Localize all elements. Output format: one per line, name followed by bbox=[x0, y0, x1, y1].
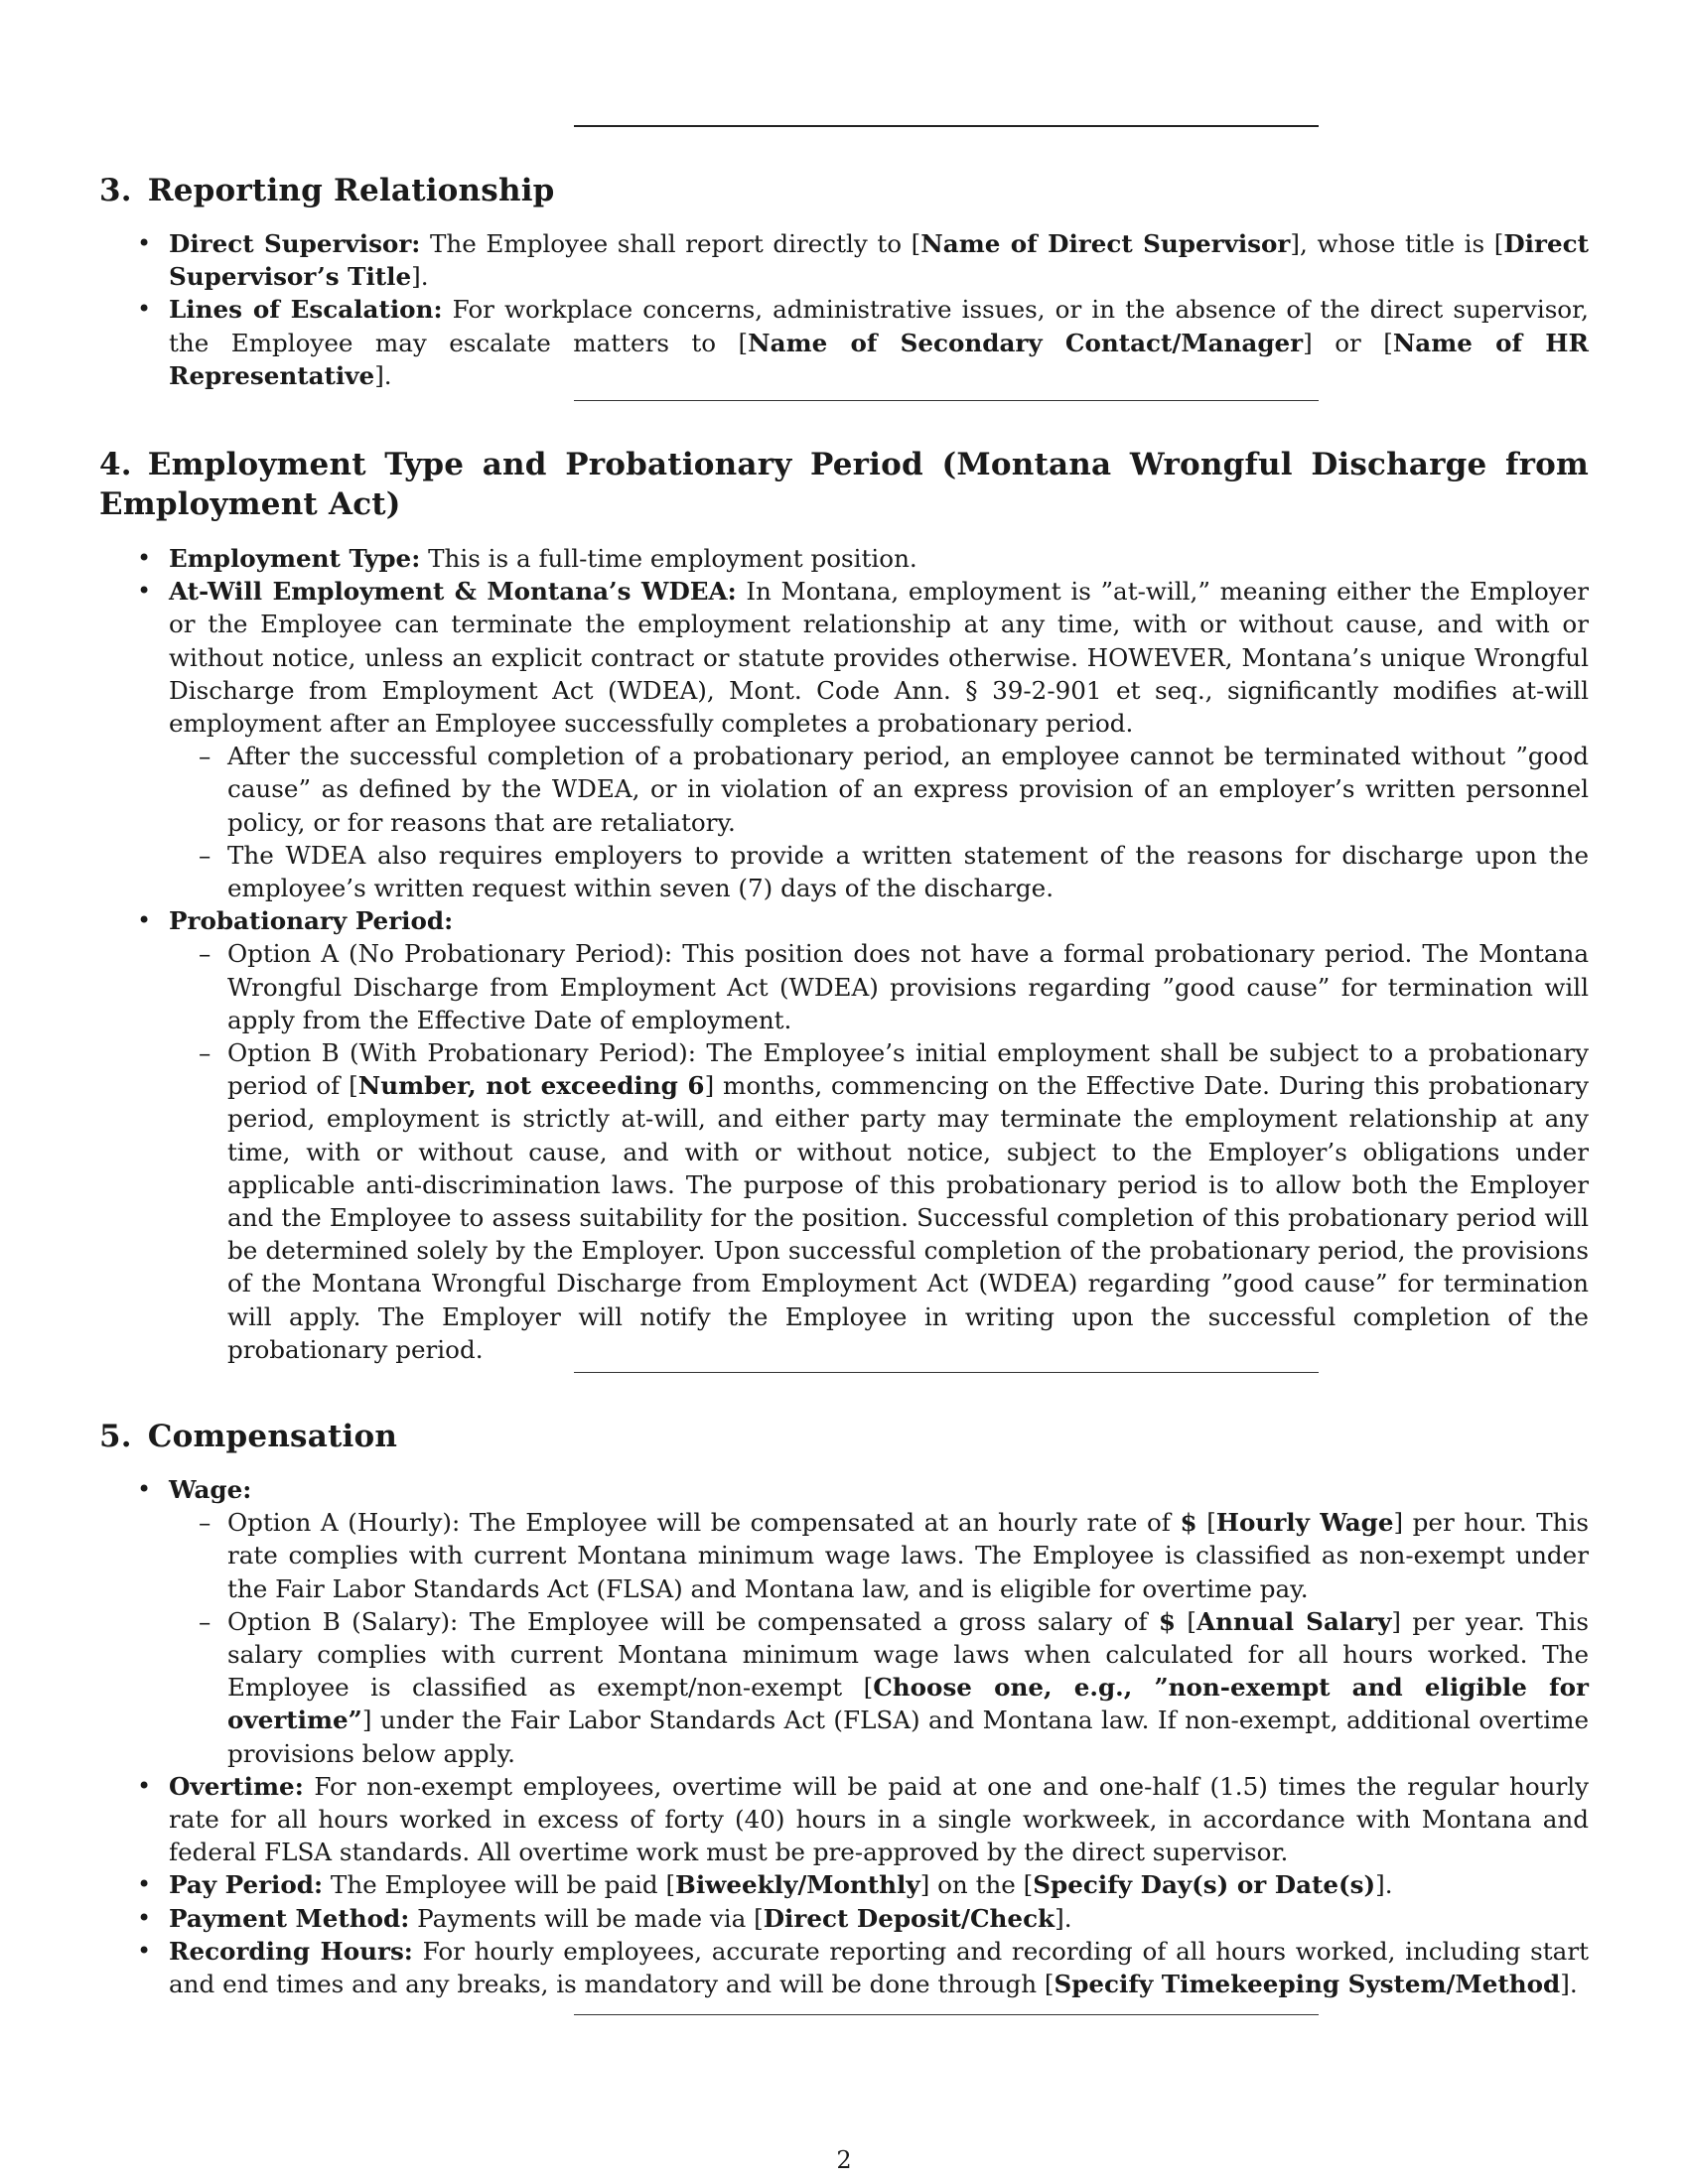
list-item-payment-method bbox=[99, 1902, 1589, 1935]
placeholder-field: Choose one, e.g., ”non-exempt and eligible for overtime” bbox=[227, 1673, 1589, 1735]
item-text: This is a full-time employment position. bbox=[420, 544, 917, 573]
item-label: Probationary Period: bbox=[169, 906, 454, 936]
list-item-direct-supervisor bbox=[99, 227, 1589, 293]
item-text: Option A (Hourly): The Employee will be compensated at an hourly rate of bbox=[227, 1508, 1181, 1538]
item-text: For hourly employees, accurate reporting and recording of all hours worked, including start and end times and any breaks, is mandatory and will be done through [ bbox=[169, 1936, 1589, 1999]
list-item-escalation bbox=[99, 293, 1589, 392]
section-title: Employment Type and Probationary Period (Montana Wrongful Discharge from Employment Act) bbox=[99, 447, 1589, 522]
item-text: ] per year. This salary complies with current Montana minimum wage laws when calculated for all hours worked. The Employee is classified as exempt/non-exempt [ bbox=[227, 1606, 1589, 1703]
item-text: ] on the [ bbox=[919, 1870, 1034, 1900]
item-text: ] or [ bbox=[1303, 328, 1393, 357]
item-label: Wage: bbox=[169, 1475, 252, 1504]
sub-item-option-b-salary bbox=[99, 1605, 1589, 1770]
item-text: For workplace concerns, administrative issues, or in the absence of the direct supervisor, the Employee may escalate matters to [ bbox=[169, 295, 1589, 357]
item-text: [ bbox=[1176, 1606, 1197, 1636]
placeholder-field: Direct Supervisor’s Title bbox=[169, 229, 1589, 292]
list-item-overtime bbox=[99, 1770, 1589, 1869]
sub-item-option-a-hourly bbox=[99, 1506, 1589, 1605]
item-label: Recording Hours: bbox=[169, 1936, 413, 1966]
section-5-body bbox=[99, 1473, 1589, 2000]
section-title: Compensation bbox=[147, 1419, 398, 1454]
list-item-pay-period bbox=[99, 1868, 1589, 1901]
dollar-sign: $ bbox=[1180, 1508, 1197, 1538]
item-text: The Employee will be paid [ bbox=[323, 1870, 676, 1900]
item-text: Option B (With Probationary Period): The Employee’s initial employment shall be subject to a probationary period of [ bbox=[227, 1038, 1589, 1101]
placeholder-field: Biweekly/Monthly bbox=[675, 1870, 920, 1900]
item-label: Lines of Escalation: bbox=[169, 295, 443, 325]
placeholder-field: Annual Salary bbox=[1196, 1606, 1392, 1636]
item-text: After the successful completion of a probationary period, an employee cannot be terminated without ”good cause” as defined by the WDEA, or in violation of an express provision of an employer’s written personnel policy, or for reasons that are retaliatory. bbox=[227, 742, 1589, 837]
section-divider bbox=[574, 1372, 1319, 1373]
page-number: 2 bbox=[836, 2146, 852, 2174]
list-item-at-will bbox=[99, 575, 1589, 740]
item-text: ]. bbox=[1055, 1903, 1072, 1933]
section-number: 5. bbox=[99, 1419, 132, 1454]
sub-item-option-a bbox=[99, 937, 1589, 1036]
item-text: ]. bbox=[374, 360, 392, 390]
item-text: ] months, commencing on the Effective Date. During this probationary period, employment is strictly at-will, and either party may terminate the employment relationship at any time, with or without cause, and with or without notice, subject to the Employer’s obligations under applicable anti-discrimination laws. The purpose of this probationary period is to allow both the Employer and the Employee to assess suitability for the position. Successful completion of this probationary period will be determined solely by the Employer. Upon successful completion of the probationary period, the provisions of the Montana Wrongful Discharge from Employment Act (WDEA) regarding ”good cause” for termination will apply. The Employer will notify the Employee in writing upon the successful completion of the probationary period. bbox=[227, 1071, 1589, 1364]
item-text: The WDEA also requires employers to provide a written statement of the reasons for discharge upon the employee’s written request within seven (7) days of the discharge. bbox=[227, 840, 1589, 903]
placeholder-field: Direct Deposit/Check bbox=[763, 1903, 1055, 1933]
dollar-sign: $ bbox=[1158, 1606, 1177, 1636]
item-label: Pay Period: bbox=[169, 1870, 324, 1900]
item-text: The Employee shall report directly to [ bbox=[420, 229, 921, 258]
item-text: ] per hour. This rate complies with current Montana minimum wage laws. The Employee is classified as non-exempt under the Fair Labor Standards Act (FLSA) and Montana law, and is eligible for overtime pay. bbox=[227, 1508, 1589, 1603]
item-text: ]. bbox=[1560, 1970, 1578, 1999]
item-text: Option B (Salary): The Employee will be compensated a gross salary of bbox=[227, 1606, 1159, 1636]
item-text: Payments will be made via [ bbox=[409, 1903, 764, 1933]
list-item-employment-type bbox=[99, 542, 1589, 575]
item-text: [ bbox=[1196, 1508, 1216, 1538]
section-number: 3. bbox=[99, 173, 132, 208]
section-divider bbox=[574, 400, 1319, 401]
list-item-probationary-period bbox=[99, 904, 1589, 937]
item-label: Overtime: bbox=[169, 1771, 304, 1801]
item-label: At-Will Employment & Montana’s WDEA: bbox=[169, 577, 737, 607]
section-title: Reporting Relationship bbox=[147, 173, 555, 208]
placeholder-field: Hourly Wage bbox=[1215, 1508, 1394, 1538]
section-3-body bbox=[99, 227, 1589, 392]
item-label: Employment Type: bbox=[169, 544, 421, 573]
item-label: Payment Method: bbox=[169, 1903, 410, 1933]
list-item-recording-hours bbox=[99, 1935, 1589, 2000]
item-text: Option A (No Probationary Period): This position does not have a formal probationary period. The Montana Wrongful Discharge from Employment Act (WDEA) provisions regarding ”good cause” for termination will apply from the Effective Date of employment. bbox=[227, 939, 1589, 1034]
placeholder-field: Number, not exceeding 6 bbox=[357, 1071, 705, 1101]
placeholder-field: Name of Direct Supervisor bbox=[920, 229, 1291, 258]
item-text: For non-exempt employees, overtime will be paid at one and one-half (1.5) times the regular hourly rate for all hours worked in excess of forty (40) hours in a single workweek, in accordance with Montana and federal FLSA standards. All overtime work must be pre-approved by the direct supervisor. bbox=[169, 1771, 1589, 1867]
sub-item-good-cause bbox=[99, 740, 1589, 839]
sub-item-option-b bbox=[99, 1036, 1589, 1366]
section-4-heading bbox=[99, 445, 1589, 524]
section-divider bbox=[574, 2014, 1319, 2015]
item-text: ] under the Fair Labor Standards Act (FLSA) and Montana law. If non-exempt, additional overtime provisions below apply. bbox=[227, 1706, 1589, 1768]
placeholder-field: Name of Secondary Contact/Manager bbox=[748, 328, 1304, 357]
list-item-wage bbox=[99, 1473, 1589, 1506]
item-text: In Montana, employment is ”at-will,” meaning either the Employer or the Employee can terminate the employment relationship at any time, with or without cause, and with or without notice, unless an explicit contract or statute provides otherwise. HOWEVER, Montana’s unique Wrongful Discharge from Employment Act (WDEA), Mont. Code Ann. § 39-2-901 et seq., significantly modifies at-will employment after an Employee successfully completes a probationary period. bbox=[169, 577, 1590, 739]
item-text: ]. bbox=[1375, 1870, 1393, 1900]
section-5-heading bbox=[99, 1417, 1589, 1456]
section-number: 4. bbox=[99, 447, 132, 482]
placeholder-field: Name of HR Representative bbox=[169, 328, 1589, 390]
item-text: ], whose title is [ bbox=[1290, 229, 1504, 258]
item-text: ]. bbox=[411, 262, 429, 292]
placeholder-field: Specify Timekeeping System/Method bbox=[1054, 1970, 1561, 1999]
sub-item-written-statement bbox=[99, 839, 1589, 904]
placeholder-field: Specify Day(s) or Date(s) bbox=[1033, 1870, 1376, 1900]
item-label: Direct Supervisor: bbox=[169, 229, 421, 258]
section-4-body bbox=[99, 542, 1589, 1366]
section-3-heading bbox=[99, 171, 1589, 210]
top-divider bbox=[574, 125, 1319, 127]
